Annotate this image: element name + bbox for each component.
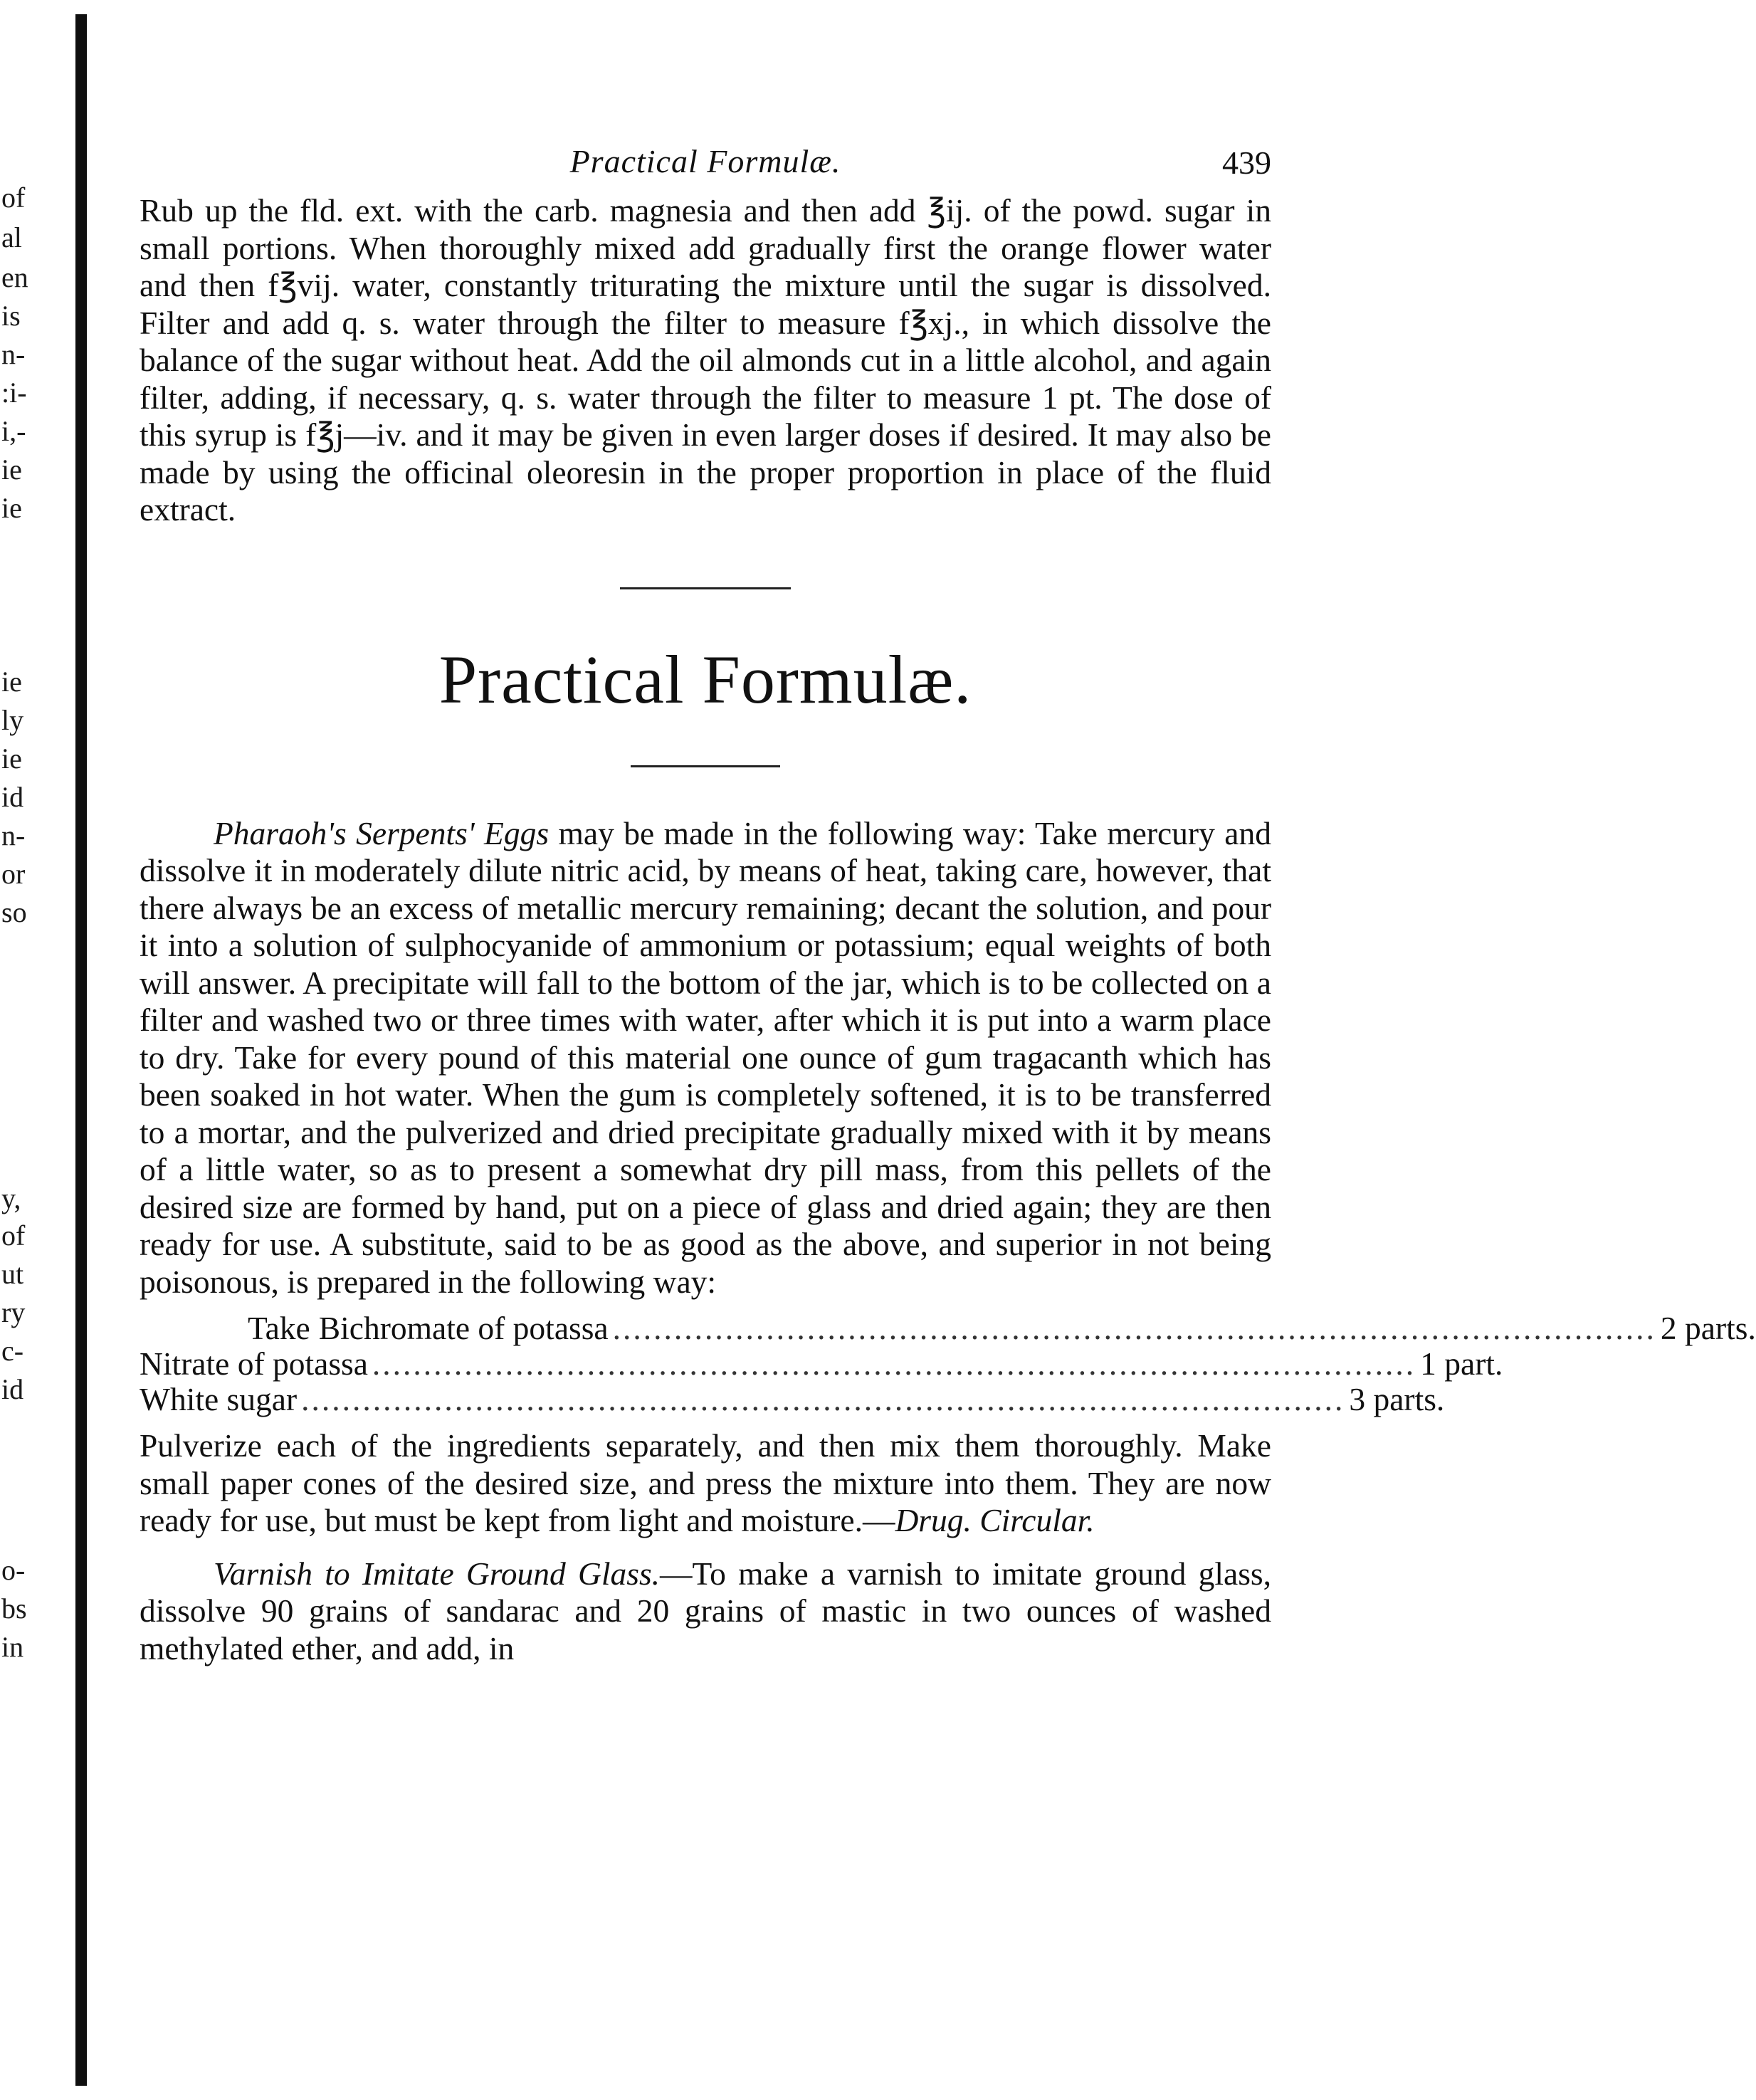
leader-dots: ......................................................................................................	[372, 1345, 1416, 1382]
section-rule-top	[620, 587, 791, 589]
margin-fragment: o-	[1, 1554, 26, 1586]
margin-fragment: or	[1, 858, 26, 890]
varnish-paragraph	[140, 1555, 1271, 1668]
margin-fragment: n-	[1, 819, 26, 851]
margin-fragment: ie	[1, 742, 22, 775]
formula-quantity: 3 parts.	[1349, 1381, 1445, 1417]
pulverize-paragraph	[140, 1427, 1271, 1540]
formula-row	[140, 1345, 1503, 1382]
formula-ingredient: Nitrate of potassa	[140, 1345, 368, 1382]
running-title: Practical Formulæ.	[569, 143, 841, 179]
margin-fragment: :i-	[1, 377, 27, 409]
margin-fragment: id	[1, 781, 24, 813]
section-rule-bottom	[631, 765, 780, 767]
formula-ingredient: Bichromate of potassa	[318, 1310, 609, 1346]
left-margin-bleed	[0, 0, 78, 2100]
margin-fragment: of	[1, 1219, 26, 1251]
margin-fragment: ie	[1, 666, 22, 698]
running-head	[140, 128, 1271, 192]
margin-fragment: ie	[1, 453, 22, 485]
margin-fragment: so	[1, 896, 27, 928]
margin-fragment: al	[1, 221, 22, 253]
margin-fragment: en	[1, 261, 28, 293]
formula-table	[140, 1310, 1756, 1417]
rule-top-wrap	[140, 580, 1271, 593]
margin-fragment: ie	[1, 492, 22, 524]
leader-dots: ......................................................................................................	[612, 1310, 1656, 1346]
binding-edge	[75, 14, 87, 2086]
formula-quantity: 2 parts.	[1660, 1310, 1756, 1346]
leader-dots: ......................................................................................................	[301, 1381, 1345, 1417]
formula-quantity: 1 part.	[1420, 1345, 1503, 1382]
section-title: Practical Formulæ.	[438, 641, 972, 718]
varnish-body: —To make a varnish to imitate ground glass, dissolve 90 grains of sandarac and 20 grains of mastic in two ounces of washed methylated ether, and add, in	[140, 1555, 1271, 1666]
margin-fragment: id	[1, 1373, 24, 1405]
margin-fragment: y,	[1, 1182, 21, 1214]
varnish-heading: Varnish to Imitate Ground Glass.	[214, 1555, 661, 1592]
continuation-paragraph: Rub up the fld. ext. with the carb. magnesia and then add ℥ij. of the powd. sugar in small portions. When thoroughly mixed add gradually first the orange flower water and then f℥vij. water, constantly triturating the mixture until the sugar is dissolved. Filter and add q. s. water through the filter to measure f℥xj., in which dissolve the balance of the sugar without heat. Add the oil almonds cut in a little alcohol, and again filter, adding, if necessary, q. s. water through the filter to measure 1 pt. The dose of this syrup is f℥j—iv. and it may be given in even larger doses if desired. It may also be made by using the officinal oleoresin in the proper proportion in place of the fluid extract.	[140, 192, 1271, 527]
formula-lead: Take	[248, 1310, 310, 1346]
pulverize-source: Drug. Circular.	[895, 1502, 1095, 1538]
margin-fragment: n-	[1, 338, 26, 370]
formula-row	[140, 1310, 1756, 1346]
formula-ingredient: White sugar	[140, 1381, 298, 1417]
margin-fragment: in	[1, 1631, 24, 1663]
margin-fragment: is	[1, 300, 21, 332]
margin-fragment: of	[1, 182, 26, 214]
pharaoh-heading: Pharaoh's Serpents' Eggs	[214, 814, 550, 851]
rule-bottom-wrap	[140, 758, 1271, 771]
margin-fragment: c-	[1, 1335, 24, 1367]
pharaoh-paragraph	[140, 815, 1271, 1301]
formula-row	[140, 1381, 1445, 1417]
margin-fragment: ut	[1, 1258, 24, 1290]
margin-fragment: i,-	[1, 415, 26, 447]
pulverize-body: Pulverize each of the ingredients separately, and then mix them thoroughly. Make small paper cones of the desired size, and press the mixture into them. They are now ready for use, but must be kept from light and moisture.—	[140, 1427, 1271, 1538]
page-number: 439	[1222, 145, 1271, 181]
margin-fragment: ly	[1, 704, 24, 736]
page	[140, 128, 1756, 1667]
margin-fragment: ry	[1, 1296, 26, 1328]
pharaoh-body: may be made in the following way: Take mercury and dissolve it in moderately dilute nitric acid, by means of heat, taking care, however, that there always be an excess of metallic mercury remaining; decant the solution, and pour it into a solution of sulphocyanide of ammonium or potassium; equal weights of both will answer. A precipitate will fall to the bottom of the jar, which is to be collected on a filter and washed two or three times with water, after which it is put into a warm place to dry. Take for every pound of this material one ounce of gum tragacanth which has been soaked in hot water. When the gum is completely softened, it is to be transferred to a mortar, and the pulverized and dried precipitate gradually mixed with it by means of a little water, so as to present a somewhat dry pill mass, from this pellets of the desired size are formed by hand, put on a piece of glass and dried again; they are then ready for use. A substitute, said to be as good as the above, and superior in not being poisonous, is prepared in the following way:	[140, 814, 1271, 1300]
margin-fragment: bs	[1, 1592, 27, 1624]
